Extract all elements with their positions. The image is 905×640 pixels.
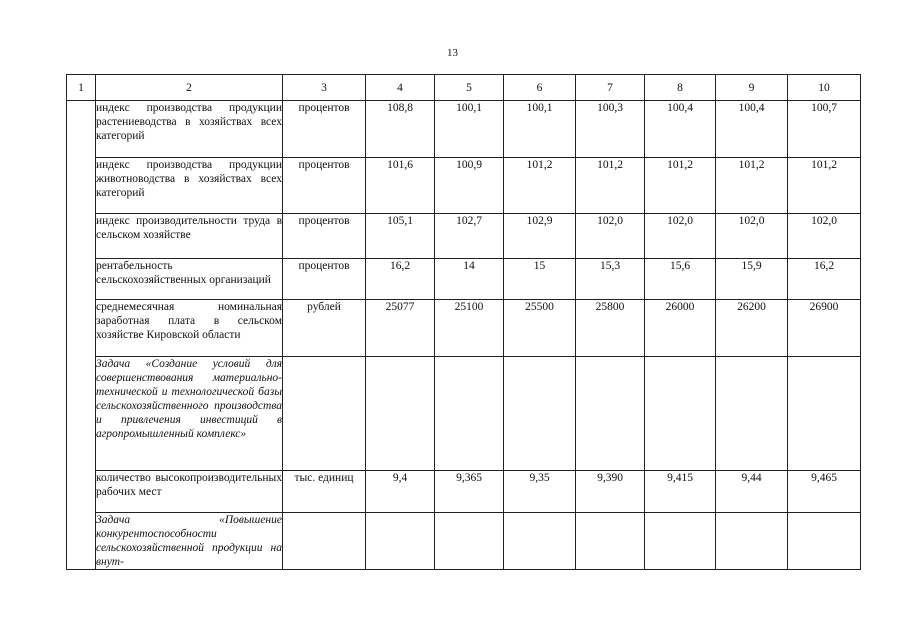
- column-header: 2: [96, 75, 283, 101]
- empty-cell: [716, 357, 788, 471]
- empty-cell: [576, 357, 645, 471]
- indicator-name: рентабельность сельскохозяйственных организаций: [96, 259, 283, 300]
- indicator-unit: рублей: [283, 300, 366, 357]
- value-cell: 101,2: [576, 158, 645, 214]
- table-row: [67, 101, 861, 158]
- indicator-unit: тыс. единиц: [283, 471, 366, 513]
- value-cell: 9,4: [366, 471, 435, 513]
- indicator-name: индекс производительности труда в сельском хозяйстве: [96, 214, 283, 259]
- table-row: [67, 300, 861, 357]
- indicator-unit: процентов: [283, 259, 366, 300]
- task-title: Задача «Повышение конкурентоспособности сельскохозяйственной продукции на внут-: [96, 514, 282, 568]
- value-cell: 9,465: [788, 471, 861, 513]
- value-cell: 100,1: [504, 101, 576, 158]
- value-cell: 9,35: [504, 471, 576, 513]
- indicator-name: количество высокопроизводительных рабочих мест: [96, 471, 283, 513]
- empty-cell: [283, 513, 366, 570]
- column-header: 8: [645, 75, 716, 101]
- value-cell: 108,8: [366, 101, 435, 158]
- value-cell: 105,1: [366, 214, 435, 259]
- value-cell: 100,3: [576, 101, 645, 158]
- indicator-unit: процентов: [283, 214, 366, 259]
- value-cell: 102,0: [576, 214, 645, 259]
- row-number-cell: [67, 101, 96, 570]
- indicator-name: индекс производства продукции растениеводства в хозяйствах всех категорий: [96, 101, 283, 158]
- value-cell: 102,0: [645, 214, 716, 259]
- value-cell: 25077: [366, 300, 435, 357]
- indicator-name: индекс производства продукции животноводства в хозяйствах всех категорий: [96, 158, 283, 214]
- value-cell: 102,0: [788, 214, 861, 259]
- value-cell: 9,415: [645, 471, 716, 513]
- indicator-name: среднемесячная номинальная заработная плата в сельском хозяйстве Кировской области: [96, 300, 283, 357]
- empty-cell: [435, 513, 504, 570]
- empty-cell: [504, 357, 576, 471]
- value-cell: 102,9: [504, 214, 576, 259]
- table-row: [67, 214, 861, 259]
- value-cell: 102,7: [435, 214, 504, 259]
- column-header: 4: [366, 75, 435, 101]
- empty-cell: [645, 513, 716, 570]
- column-header: 9: [716, 75, 788, 101]
- column-header: 5: [435, 75, 504, 101]
- column-header: 3: [283, 75, 366, 101]
- value-cell: 25800: [576, 300, 645, 357]
- value-cell: 100,7: [788, 101, 861, 158]
- empty-cell: [576, 513, 645, 570]
- column-header: 7: [576, 75, 645, 101]
- empty-cell: [366, 357, 435, 471]
- value-cell: 101,2: [716, 158, 788, 214]
- value-cell: 14: [435, 259, 504, 300]
- value-cell: 16,2: [788, 259, 861, 300]
- table-row: [67, 158, 861, 214]
- table-row: [67, 259, 861, 300]
- empty-cell: [504, 513, 576, 570]
- value-cell: 25100: [435, 300, 504, 357]
- value-cell: 15,6: [645, 259, 716, 300]
- value-cell: 102,0: [716, 214, 788, 259]
- value-cell: 9,390: [576, 471, 645, 513]
- table-row: [67, 471, 861, 513]
- column-header: 10: [788, 75, 861, 101]
- indicator-unit: процентов: [283, 158, 366, 214]
- value-cell: 16,2: [366, 259, 435, 300]
- column-header: 6: [504, 75, 576, 101]
- value-cell: 101,2: [645, 158, 716, 214]
- value-cell: 100,4: [645, 101, 716, 158]
- value-cell: 15,3: [576, 259, 645, 300]
- empty-cell: [366, 513, 435, 570]
- table-header-row: [67, 75, 861, 101]
- value-cell: 101,2: [504, 158, 576, 214]
- value-cell: 9,365: [435, 471, 504, 513]
- empty-cell: [645, 357, 716, 471]
- value-cell: 26000: [645, 300, 716, 357]
- column-header: 1: [67, 75, 96, 101]
- value-cell: 26200: [716, 300, 788, 357]
- value-cell: 100,4: [716, 101, 788, 158]
- indicator-unit: процентов: [283, 101, 366, 158]
- empty-cell: [788, 513, 861, 570]
- value-cell: 100,9: [435, 158, 504, 214]
- value-cell: 101,6: [366, 158, 435, 214]
- empty-cell: [435, 357, 504, 471]
- task-row: [67, 357, 861, 471]
- task-row: [67, 513, 861, 570]
- empty-cell: [283, 357, 366, 471]
- value-cell: 15,9: [716, 259, 788, 300]
- value-cell: 100,1: [435, 101, 504, 158]
- task-title: Задача «Создание условий для совершенствования материально-технической и технологической базы сельскохозяйственного производства и привлечения инвестиций в агропромышленный комплекс»: [96, 357, 283, 471]
- value-cell: 9,44: [716, 471, 788, 513]
- value-cell: 26900: [788, 300, 861, 357]
- value-cell: 25500: [504, 300, 576, 357]
- value-cell: 101,2: [788, 158, 861, 214]
- value-cell: 15: [504, 259, 576, 300]
- empty-cell: [788, 357, 861, 471]
- indicators-table: [66, 74, 861, 570]
- empty-cell: [716, 513, 788, 570]
- page-number: 13: [447, 47, 458, 59]
